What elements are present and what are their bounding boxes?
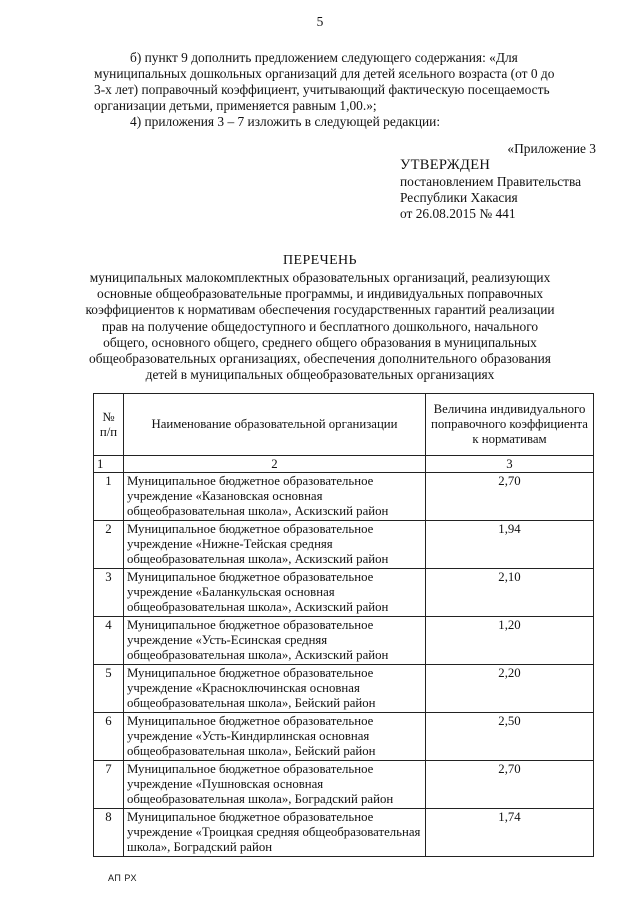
row-value: 2,50 [426, 713, 594, 761]
paragraph-b-line: б) пункт 9 дополнить предложением следующего содержания: «Для [130, 50, 518, 65]
paragraph-b [94, 50, 599, 114]
approval-title: УТВЕРЖДЕН [400, 157, 491, 173]
subtitle-line: коэффициентов к нормативам обеспечения государственных гарантий реализации [85, 302, 555, 318]
row-value: 2,70 [426, 761, 594, 809]
row-value: 1,20 [426, 617, 594, 665]
table-row [94, 569, 594, 617]
column-number: 3 [426, 456, 594, 473]
subtitle-line: муниципальных малокомплектных образовательных организаций, реализующих [89, 270, 551, 285]
row-name: Муниципальное бюджетное образовательное учреждение «Казановская основная общеобразовательная школа», Аскизский район [124, 473, 426, 521]
row-name: Муниципальное бюджетное образовательное учреждение «Усть-Есинская средняя общеобразовательная школа», Аскизский район [124, 617, 426, 665]
row-name: Муниципальное бюджетное образовательное учреждение «Баланкульская основная общеобразовательная школа», Аскизский район [124, 569, 426, 617]
subtitle-line: общего, основного общего, среднего общего образования в муниципальных [103, 334, 537, 350]
row-num: 3 [94, 569, 124, 617]
subtitle-line: основные общеобразовательные программы, и индивидуальных поправочных [96, 286, 544, 302]
approval-line: Республики Хакасия [400, 190, 518, 205]
table-row [94, 521, 594, 569]
header-value: Величина индивидуального поправочного коэффициента к нормативам [426, 394, 594, 456]
table-row [94, 665, 594, 713]
row-num: 1 [94, 473, 124, 521]
schools-table [93, 393, 594, 857]
footer-mark: АП РХ [108, 873, 137, 883]
row-num: 6 [94, 713, 124, 761]
table-header-row [94, 394, 594, 456]
table-row [94, 617, 594, 665]
column-number: 1 [94, 456, 124, 473]
row-value: 2,20 [426, 665, 594, 713]
row-name: Муниципальное бюджетное образовательное учреждение «Красноключинская основная общеобразовательная школа», Бейский район [124, 665, 426, 713]
row-name: Муниципальное бюджетное образовательное учреждение «Пушновская основная общеобразовательная школа», Боградский район [124, 761, 426, 809]
row-name: Муниципальное бюджетное образовательное учреждение «Нижне-Тейская средняя общеобразовательная школа», Аскизский район [124, 521, 426, 569]
row-num: 5 [94, 665, 124, 713]
subtitle-line: детей в муниципальных общеобразовательных организациях [145, 367, 495, 383]
row-name: Муниципальное бюджетное образовательное учреждение «Троицкая средняя общеобразовательная школа», Боградский район [124, 809, 426, 857]
paragraph-b-line: организации детьми, применяется равным 1,00.»; [94, 98, 377, 113]
row-num: 8 [94, 809, 124, 857]
subtitle-line: общеобразовательных организациях, обеспечения дополнительного образования [89, 351, 551, 367]
paragraph-item-4: 4) приложения 3 – 7 изложить в следующей редакции: [130, 114, 441, 129]
appendix-label: «Приложение 3 [507, 141, 596, 156]
table-row [94, 809, 594, 857]
column-numbers-row [94, 456, 594, 473]
row-num: 4 [94, 617, 124, 665]
table-row [94, 713, 594, 761]
page-number: 5 [316, 14, 324, 29]
document-subtitle [80, 270, 560, 383]
header-name: Наименование образовательной организации [124, 394, 426, 456]
row-value: 2,70 [426, 473, 594, 521]
row-name: Муниципальное бюджетное образовательное учреждение «Усть-Киндирлинская основная общеобразовательная школа», Бейский район [124, 713, 426, 761]
column-number: 2 [124, 456, 426, 473]
row-num: 2 [94, 521, 124, 569]
approval-block [400, 156, 620, 222]
paragraph-b-line: 3-х лет) поправочный коэффициент, учитывающий фактическую посещаемость [94, 82, 550, 97]
row-value: 2,10 [426, 569, 594, 617]
approval-line: от 26.08.2015 № 441 [400, 206, 516, 221]
header-num: № п/п [94, 394, 124, 456]
row-value: 1,74 [426, 809, 594, 857]
table-row [94, 761, 594, 809]
approval-line: постановлением Правительства [400, 174, 582, 189]
row-num: 7 [94, 761, 124, 809]
document-heading: ПЕРЕЧЕНЬ [283, 253, 357, 268]
row-value: 1,94 [426, 521, 594, 569]
table-row [94, 473, 594, 521]
paragraph-b-line: муниципальных дошкольных организаций для детей ясельного возраста (от 0 до [94, 66, 555, 81]
subtitle-line: прав на получение общедоступного и бесплатного дошкольного, начального [101, 318, 539, 334]
